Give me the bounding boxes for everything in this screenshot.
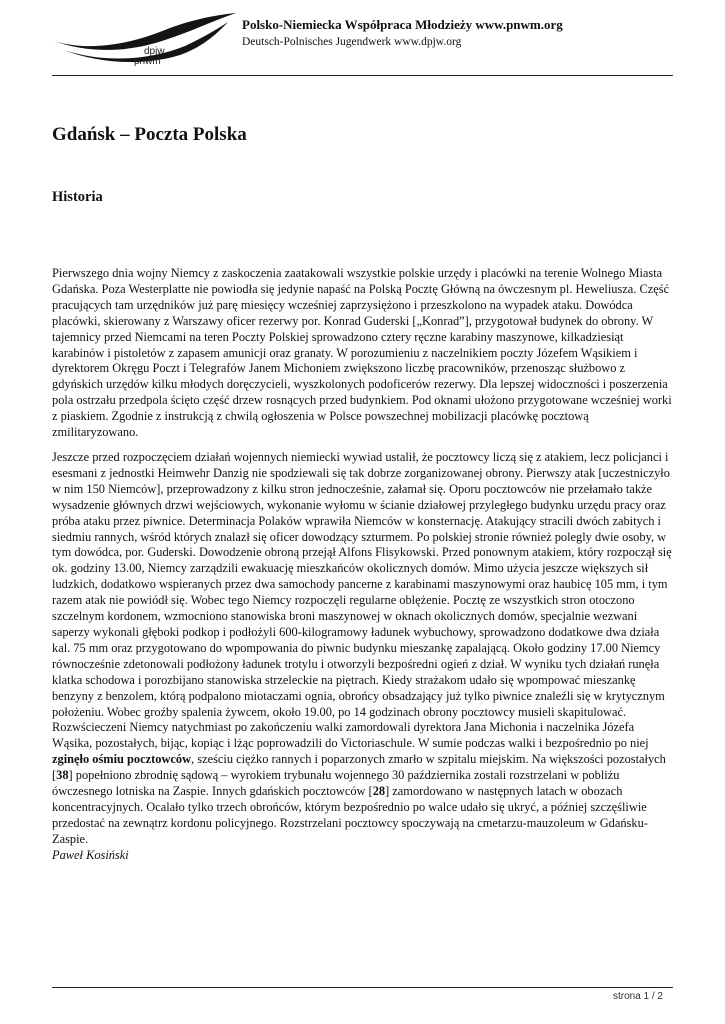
- document-title: Gdańsk – Poczta Polska: [52, 124, 247, 145]
- paragraph-2-bold-28: 28: [372, 784, 386, 799]
- paragraph-1: Pierwszego dnia wojny Niemcy z zaskoczenia zaatakowali wszystkie polskie urzędy i placówki na terenie Wolnego Miasta Gdańska. Poza Westerplatte nie powiodła się jedynie napaść na Polską Pocztę Główną na ówczesnym pl. Heweliusza. Część pracujących tam urzędników już parę miesięcy wcześniej zaprzysiężono i przeszkolono na wypadek ataku. Dowódca placówki, skierowany z Warszawy oficer rezerwy por. Konrad Guderski [„Konrad”], przygotował budynek do obrony. W tajemnicy przed Niemcami na teren Poczty Polskiej sprowadzono cztery ręczne karabiny maszynowe, kilkadziesiąt karabinów i pistoletów z zapasem amunicji oraz granaty. W porozumieniu z naczelnikiem poczty Józefem Wąsikiem i dyrektorem Okręgu Poczt i Telegrafów Janem Michoniem zwiększono liczbę pracowników, przenosząc służbowo z gdyńskich urzędów kilku młodych doręczycieli, wyszkolonych podoficerów rezerwy. Dla lepszej widoczności i poszerzenia pola ostrzału przedpola ścięto część drzew rosnących przed budynkiem. Pod oknami ułożono przygotowane wcześniej worki z piaskiem. Zgodnie z instrukcją z chwilą ogłoszenia w Polsce powszechnej mobilizacji placówkę pocztową zmilitaryzowano.: [52, 266, 672, 440]
- logo-text-dpjw: dpjw: [144, 46, 165, 57]
- paragraph-2-text-3: ] popełniono zbrodnię sądową – wyrokiem trybunału wojennego 30 października zostali rozstrzelani w pobliżu ówczesnego lotniska na Zaspie. Innych gdańskich pocztowców [: [52, 768, 620, 799]
- paragraph-2-bold-38: 38: [56, 768, 69, 783]
- logo-swoosh-upper: [54, 13, 236, 50]
- header-divider: [52, 75, 673, 76]
- paragraph-2-text-1: Jeszcze przed rozpoczęciem działań wojennych niemiecki wywiad ustalił, że pocztowcy liczą się z atakiem, lecz policjanci i esesmani z jednostki Heimwehr Danzig nie spodziewali się tak dobrze zorganizowanej obrony. Pierwszy atak [uczestniczyło w nim 150 Niemców], przeprowadzony z kilku stron jednocześnie, załamał się. Oporu pocztowców nie przełamało także wysadzenie głównych drzwi wejściowych, wykonanie wyłomu w ścianie działowej przyległego budynku urzędu pracy oraz próba ataku przez piwnice. Determinacja Polaków wprawiła Niemców w konsternację. Atakujący stracili dwóch zabitych i siedmiu rannych, wśród których znalazł się oficer dowodzący szturmem. Po polskiej stronie również polegly dwie osoby, w tym dowódca, por. Guderski. Dowodzenie obroną przejął Alfons Flisykowski. Przed ponownym atakiem, który rozpoczął się ok. godziny 13.00, Niemcy zarządzili ewakuację mieszkańców okolicznych domów. Mimo użycia jeszcze większych sił ludzkich, dodatkowo wspieranych przez dwa samochody pancerne z karabinami maszynowymi oraz haubicę 105 mm, i tym razem atak nie powiódł się. Wobec tego Niemcy rozpoczęli regularne oblężenie. Pocztę ze wszystkich stron otoczono szczelnym kordonem, wzmocniono stanowiska broni maszynowej w oknach okolicznych domów, specjalnie wezwani saperzy wykonali głęboki podkop i podłożyli 600-kilogramowy ładunek wybuchowy, sprowadzono dodatkowe dwa działa kal. 75 mm oraz przygotowano do wpompowania do piwnic budynku mieszankę zapalającą. Około godziny 17.00 Niemcy równocześnie zdetonowali podłożony ładunek trotylu i otworzyli bezpośredni ogień z dział. W wyniku tych działań runęła klatka schodowa i porozbijano stanowiska strzeleckie na piętrach. Kiedy strażakom udało się wpompować mieszankę benzyny z benzolem, którą podpalono miotaczami ognia, obrońcy obsadzający już tylko piwnice znaleźli się w krytycznym położeniu. Wobec groźby spalenia żywcem, około 19.00, po 14 godzinach obrony pocztowcy musieli skapitulować. Rozwścieczeni Niemcy natychmiast po zakończeniu walki zamordowali dyrektora Jana Michonia i naczelnika Józefa Wąsika, pozostałych, bijąc, kopiąc i lżąc poprowadzili do Victoriaschule. W sumie podczas walki i bezpośrednio po niej: [52, 450, 672, 751]
- logo-text-pnwm: pnwm: [134, 56, 161, 67]
- paragraph-2-text-2: , sześciu ciężko rannych i poparzonych zmarło w szpitalu miejskim. Na większości pozostałych [: [52, 752, 666, 783]
- footer-divider: [52, 987, 673, 988]
- paragraph-2: [52, 450, 675, 848]
- page-number: strona 1 / 2: [612, 991, 663, 1002]
- dpjw-pnwm-logo: [50, 10, 240, 72]
- paragraph-2-text-4: ] zamordowano w następnych latach w obozach koncentracyjnych. Ocalało tylko trzech obrońców, którym bezpośrednio po walce udało się ukryć, a później szczęśliwie przedostać na zewnątrz kordonu policyjnego. Rozstrzelani pocztowcy spoczywają na cmetarzu-mauzoleum w Gdańsku-Zaspie.: [52, 784, 648, 846]
- header-organization-de: Deutsch-Polnisches Jugendwerk www.dpjw.org: [242, 36, 462, 48]
- section-heading-historia: Historia: [52, 189, 103, 205]
- header-organization-pl: Polsko-Niemiecka Współpraca Młodzieży www.pnwm.org: [242, 17, 563, 32]
- paragraph-2-bold-killed: zginęło ośmiu pocztowców: [52, 752, 192, 767]
- author-signature: Paweł Kosiński: [52, 848, 129, 862]
